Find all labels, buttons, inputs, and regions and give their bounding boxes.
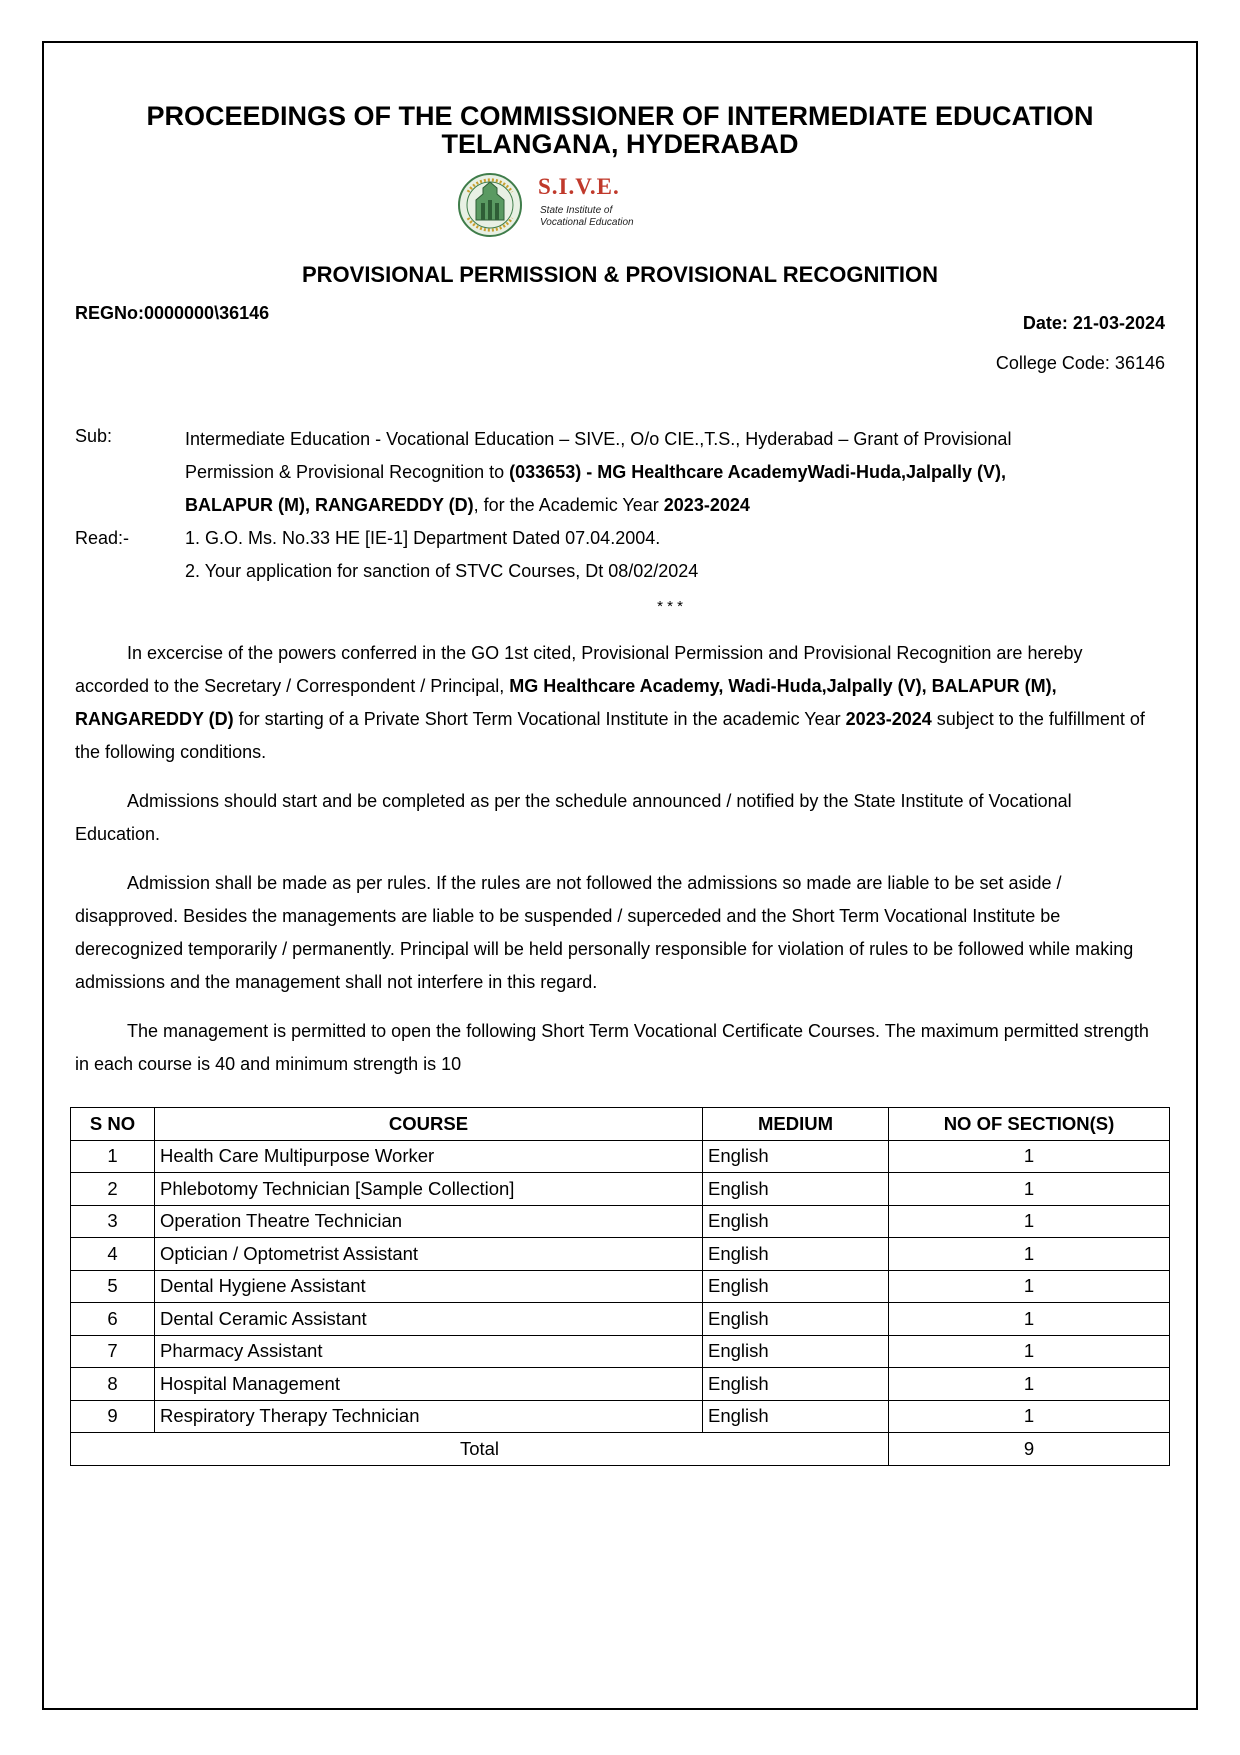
table-row (71, 1205, 1170, 1238)
table-total-row (71, 1433, 1170, 1466)
paragraph-admission-rules (75, 867, 1160, 999)
cell-medium: English (703, 1400, 889, 1433)
cell-course: Hospital Management (155, 1368, 703, 1401)
cell-sections: 1 (889, 1400, 1170, 1433)
registration-number: REGNo:0000000\36146 (75, 303, 270, 323)
cell-course: Respiratory Therapy Technician (155, 1400, 703, 1433)
document-subtitle: PROVISIONAL PERMISSION & PROVISIONAL RECOGNITION (301, 262, 939, 287)
cell-sections: 1 (889, 1238, 1170, 1271)
paragraph-permission-text-3: subject to the fulfillment of the following conditions. (75, 709, 1145, 762)
table-row (71, 1270, 1170, 1303)
sub-line-3 (185, 489, 1165, 522)
paragraph-permission-year: 2023-2024 (845, 709, 932, 729)
total-value: 9 (889, 1433, 1170, 1466)
table-header-row (71, 1108, 1170, 1141)
cell-sno: 9 (71, 1400, 155, 1433)
cell-sections: 1 (889, 1335, 1170, 1368)
cell-sno: 6 (71, 1303, 155, 1336)
cell-course: Optician / Optometrist Assistant (155, 1238, 703, 1271)
cell-course: Pharmacy Assistant (155, 1335, 703, 1368)
government-seal-icon (455, 172, 525, 238)
cell-sections: 1 (889, 1205, 1170, 1238)
paragraph-courses-permitted-text: The management is permitted to open the following Short Term Vocational Certificate Courses. The maximum permitted strength in each course is 40 and minimum strength is 10 (75, 1021, 1149, 1074)
cell-medium: English (703, 1205, 889, 1238)
cell-medium: English (703, 1173, 889, 1206)
cell-course: Health Care Multipurpose Worker (155, 1140, 703, 1173)
cell-sno: 8 (71, 1368, 155, 1401)
column-header-course: COURSE (155, 1108, 703, 1141)
column-header-sno: S NO (71, 1108, 155, 1141)
cell-sections: 1 (889, 1368, 1170, 1401)
sub-line-1: Intermediate Education - Vocational Education – SIVE., O/o CIE.,T.S., Hyderabad – Grant of Provisional (185, 429, 1012, 449)
paragraph-permission-text-2: for starting of a Private Short Term Vocational Institute in the academic Year (233, 709, 846, 729)
cell-sno: 7 (71, 1335, 155, 1368)
cell-medium: English (703, 1140, 889, 1173)
table-row (71, 1400, 1170, 1433)
cell-course: Phlebotomy Technician [Sample Collection] (155, 1173, 703, 1206)
cell-sections: 1 (889, 1270, 1170, 1303)
table-row (71, 1368, 1170, 1401)
sub-line-2 (185, 456, 1165, 489)
cell-course: Dental Ceramic Assistant (155, 1303, 703, 1336)
paragraph-admissions-schedule (75, 785, 1160, 851)
cell-sno: 2 (71, 1173, 155, 1206)
cell-course: Dental Hygiene Assistant (155, 1270, 703, 1303)
cell-course: Operation Theatre Technician (155, 1205, 703, 1238)
sub-line-2-institute: (033653) - MG Healthcare AcademyWadi-Huda,Jalpally (V), (509, 462, 1006, 482)
page-title-location: TELANGANA, HYDERABAD (441, 129, 799, 159)
table-row (71, 1303, 1170, 1336)
cell-medium: English (703, 1238, 889, 1271)
cell-sections: 1 (889, 1140, 1170, 1173)
sub-line-3-year: 2023-2024 (663, 495, 750, 515)
paragraph-courses-permitted (75, 1015, 1160, 1081)
paragraph-permission-text-1: In excercise of the powers conferred in the GO 1st cited, Provisional Permission and Provisional Recognition are hereby accorded to the Secretary / Correspondent / Principal, (75, 643, 1083, 696)
table-row (71, 1335, 1170, 1368)
cell-sno: 4 (71, 1238, 155, 1271)
paragraph-admission-rules-text: Admission shall be made as per rules. If the rules are not followed the admissions so made are liable to be set aside / disapproved. Besides the managements are liable to be suspended / superceded and the Short Term Vocational Institute be derecognized temporarily / permanently. Principal will be held personally responsible for violation of rules to be followed while making admissions and the management shall not interfere in this regard. (75, 873, 1134, 992)
cell-sno: 1 (71, 1140, 155, 1173)
cell-medium: English (703, 1335, 889, 1368)
cell-medium: English (703, 1270, 889, 1303)
paragraph-permission-institute: MG Healthcare Academy, Wadi-Huda,Jalpally (V), BALAPUR (M), RANGAREDDY (D) (75, 676, 1057, 729)
paragraph-admissions-schedule-text: Admissions should start and be completed as per the schedule announced / notified by the State Institute of Vocational Education. (75, 791, 1072, 844)
sive-logo-subtitle-line1: State Institute of (540, 205, 613, 216)
sub-label: Sub: (75, 426, 113, 446)
cell-sno: 5 (71, 1270, 155, 1303)
sub-line-3-text: , for the Academic Year (473, 495, 664, 515)
sub-line-2-text: Permission & Provisional Recognition to (185, 462, 510, 482)
sive-logo-name: S.I.V.E. (538, 174, 620, 199)
sive-logo-subtitle-line2: Vocational Education (540, 217, 634, 228)
page-title: PROCEEDINGS OF THE COMMISSIONER OF INTERMEDIATE EDUCATION (146, 101, 1094, 131)
college-code: College Code: 36146 (995, 353, 1165, 373)
read-item-1: 1. G.O. Ms. No.33 HE [IE-1] Department Dated 07.04.2004. (185, 528, 661, 548)
table-row (71, 1173, 1170, 1206)
sub-line-3-district: BALAPUR (M), RANGAREDDY (D) (185, 495, 474, 515)
cell-sno: 3 (71, 1205, 155, 1238)
document-date: Date: 21-03-2024 (1022, 313, 1165, 333)
cell-sections: 1 (889, 1303, 1170, 1336)
courses-table (70, 1107, 1170, 1466)
read-label: Read:- (75, 528, 130, 548)
cell-medium: English (703, 1368, 889, 1401)
paragraph-permission (75, 637, 1160, 769)
column-header-sections: NO OF SECTION(S) (889, 1108, 1170, 1141)
table-row (71, 1238, 1170, 1271)
total-label: Total (71, 1433, 889, 1466)
cell-medium: English (703, 1303, 889, 1336)
separator-stars: * * * (657, 598, 683, 615)
table-row (71, 1140, 1170, 1173)
cell-sections: 1 (889, 1173, 1170, 1206)
sive-logo-subtitle (540, 205, 634, 229)
read-item-2: 2. Your application for sanction of STVC Courses, Dt 08/02/2024 (185, 561, 699, 581)
column-header-medium: MEDIUM (703, 1108, 889, 1141)
